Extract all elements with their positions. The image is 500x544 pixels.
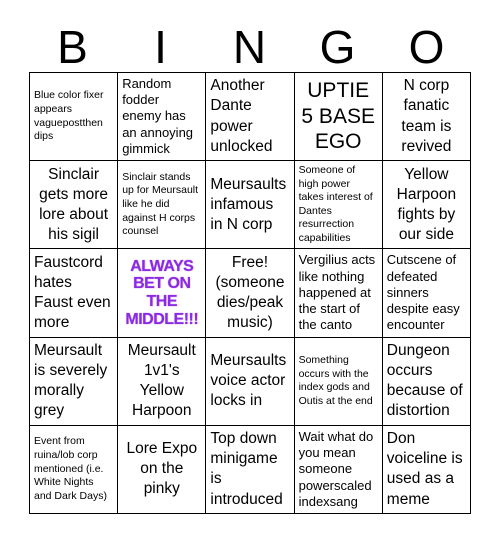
bingo-cell[interactable] xyxy=(383,161,471,249)
bingo-cell[interactable] xyxy=(295,161,383,249)
cell-text: Something occurs with the index gods and Outis at the end xyxy=(298,353,373,407)
bingo-cell[interactable] xyxy=(30,249,118,337)
bingo-cell[interactable] xyxy=(30,426,118,514)
cell-text: Top down minigame is introduced xyxy=(210,430,283,508)
bingo-cell[interactable] xyxy=(118,161,206,249)
bingo-cell[interactable] xyxy=(206,249,294,337)
header-letter-g: G xyxy=(319,21,357,73)
bingo-cell[interactable] xyxy=(206,426,294,514)
bingo-cell[interactable] xyxy=(30,161,118,249)
bingo-cell[interactable] xyxy=(295,73,383,161)
cell-text: Meursaults voice actor locks in xyxy=(210,351,287,410)
cell-text: Wait what do you mean someone powerscaled indexsang xyxy=(298,428,374,509)
bingo-cell[interactable] xyxy=(206,338,294,426)
bingo-header xyxy=(29,22,471,72)
cell-text: Sinclair gets more lore about his sigil xyxy=(39,165,109,243)
cell-text: Vergilius acts like nothing happened at the start of the canto xyxy=(298,252,376,333)
cell-text: Meursaults infamous in N corp xyxy=(210,175,287,233)
bingo-cell[interactable] xyxy=(118,73,206,161)
free-space-text: ALWAYS BET ON THE MIDDLE!!! xyxy=(125,257,199,328)
cell-text: Event from ruina/lob corp mentioned (i.e. White Nights and Dark Days) xyxy=(34,435,107,502)
bingo-cell[interactable] xyxy=(383,338,471,426)
cell-text: Blue color fixer appears vaguepostthen dips xyxy=(34,89,104,143)
header-letter-o: O xyxy=(408,21,446,73)
bingo-cell[interactable] xyxy=(295,249,383,337)
bingo-card xyxy=(29,72,471,514)
bingo-cell[interactable] xyxy=(30,338,118,426)
header-letter-b: B xyxy=(57,21,89,73)
bingo-cell[interactable] xyxy=(383,73,471,161)
cell-text: Sinclair stands up for Meursault like he did against H corps counsel xyxy=(122,170,199,238)
cell-text: Free! (someone dies/peak music) xyxy=(215,253,285,332)
bingo-cell[interactable] xyxy=(206,161,294,249)
cell-text: Yellow Harpoon fights by our side xyxy=(396,165,457,243)
cell-text: Don voiceline is used as a meme xyxy=(386,430,463,508)
cell-text: Faustcord hates Faust even more xyxy=(34,253,111,332)
bingo-cell[interactable] xyxy=(295,338,383,426)
cell-text: Meursault is severely morally grey xyxy=(34,341,108,420)
cell-text: N corp fanatic team is revived xyxy=(401,77,452,155)
cell-text: Meursault 1v1's Yellow Harpoon xyxy=(127,341,196,420)
cell-text: Dungeon occurs because of distortion xyxy=(386,341,463,420)
bingo-cell[interactable] xyxy=(30,73,118,161)
cell-text: Cutscene of defeated sinners despite easy encounter xyxy=(386,252,460,333)
bingo-cell[interactable] xyxy=(206,73,294,161)
bingo-cell[interactable] xyxy=(383,249,471,337)
bingo-cell[interactable] xyxy=(295,426,383,514)
cell-text: UPTIE 5 BASE EGO xyxy=(301,79,375,154)
cell-text: Lore Expo on the pinky xyxy=(126,440,198,498)
cell-text: Random fodder enemy has an annoying gimmick xyxy=(122,75,194,156)
header-letter-i: I xyxy=(154,21,168,73)
cell-text: Someone of high power takes interest of Dantes resurrection capabilities xyxy=(298,163,373,245)
cell-text: Another Dante power unlocked xyxy=(210,77,273,155)
free-space-image[interactable] xyxy=(118,249,206,337)
header-letter-n: N xyxy=(232,21,268,73)
bingo-cell[interactable] xyxy=(383,426,471,514)
bingo-cell[interactable] xyxy=(118,338,206,426)
bingo-cell[interactable] xyxy=(118,426,206,514)
